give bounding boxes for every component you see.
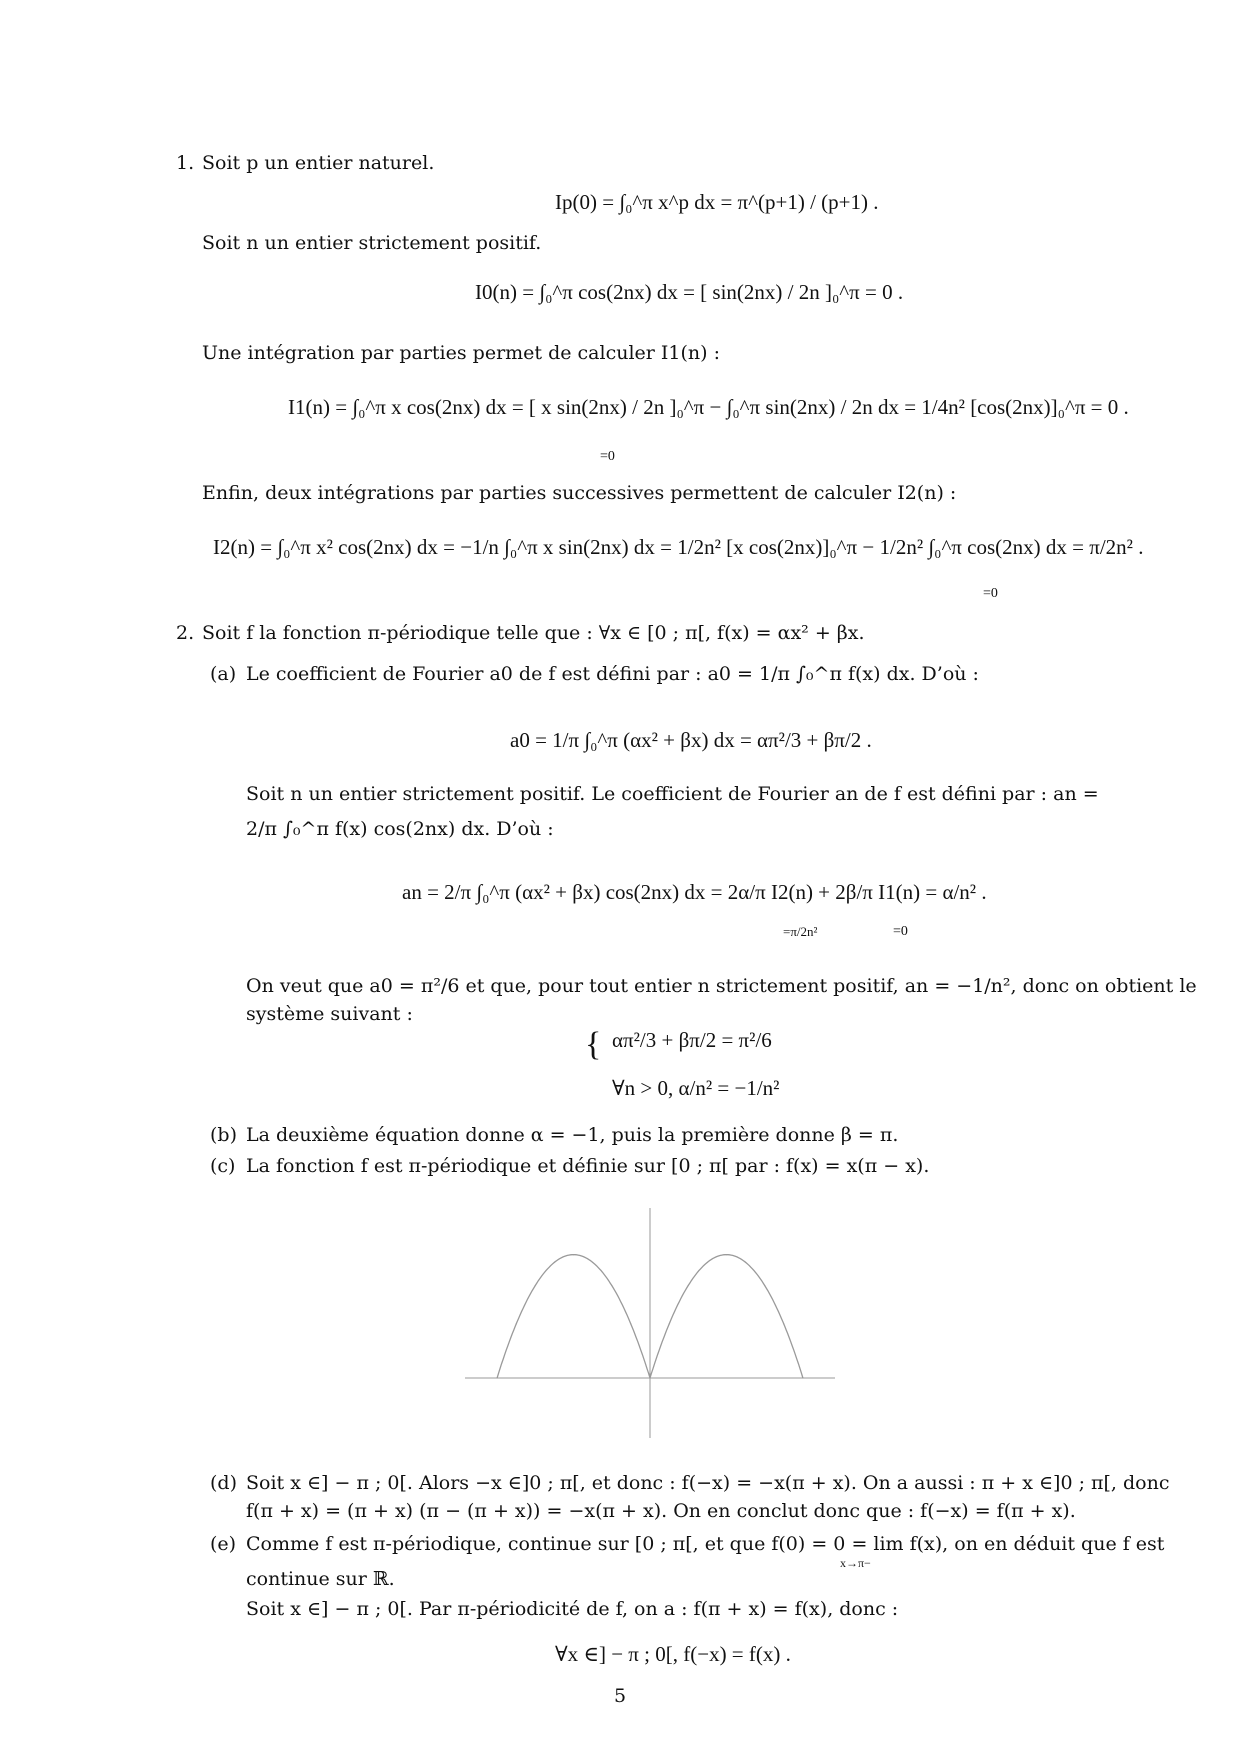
- underbrace-label: =0: [983, 586, 998, 601]
- data-point: [611, 1285, 612, 1286]
- equation: ∀n > 0, α/n² = −1/n²: [612, 1076, 780, 1100]
- sub-d-label: (d): [210, 1472, 237, 1494]
- underbrace-label: =0: [893, 924, 908, 939]
- data-point: [783, 1323, 784, 1324]
- data-point: [745, 1262, 746, 1263]
- equation: an = 2/π ∫₀^π (αx² + βx) cos(2nx) dx = 2α/π I2(n) + 2β/π I1(n) = α/n² .: [402, 880, 987, 904]
- data-point: [496, 1377, 497, 1378]
- equation: απ²/3 + βπ/2 = π²/6: [612, 1028, 772, 1052]
- sub-c-label: (c): [210, 1155, 236, 1177]
- equation: ∀x ∈] − π ; 0[, f(−x) = f(x) .: [555, 1642, 791, 1666]
- equation: a0 = 1/π ∫₀^π (αx² + βx) dx = απ²/3 + βπ/2 .: [510, 728, 872, 752]
- data-point: [554, 1262, 555, 1263]
- text-line: La fonction f est π-périodique et définie sur [0 ; π[ par : f(x) = x(π − x).: [246, 1155, 930, 1177]
- text-line: On veut que a0 = π²/6 et que, pour tout entier n strictement positif, an = −1/n², donc on obtient le: [246, 975, 1197, 997]
- text-line: Soit p un entier naturel.: [202, 152, 435, 174]
- text-line: Soit x ∈] − π ; 0[. Par π-périodicité de f, on a : f(π + x) = f(x), donc :: [246, 1598, 899, 1620]
- item-1-number: 1.: [176, 152, 195, 174]
- equation: Ip(0) = ∫₀^π x^p dx = π^(p+1) / (p+1) .: [555, 190, 879, 214]
- text-line: Soit n un entier strictement positif. Le coefficient de Fourier an de f est défini par : an =: [246, 783, 1099, 805]
- text-line: Enfin, deux intégrations par parties successives permettent de calculer I2(n) :: [202, 482, 957, 504]
- text-line: Soit x ∈] − π ; 0[. Alors −x ∈]0 ; π[, et donc : f(−x) = −x(π + x). On a aussi : π + x ∈]0 ; π[, donc: [246, 1472, 1170, 1494]
- underbrace-label: =π/2n²: [783, 924, 818, 939]
- data-point: [592, 1262, 593, 1263]
- equation: I1(n) = ∫₀^π x cos(2nx) dx = [ x sin(2nx) / 2n ]₀^π − ∫₀^π sin(2nx) / 2n dx = 1/4n² [cos(2nx)]₀^π = 0 .: [288, 395, 1129, 419]
- data-point: [535, 1285, 536, 1286]
- text-line: Soit n un entier strictement positif.: [202, 232, 542, 254]
- text-line: Comme f est π-périodique, continue sur [0 ; π[, et que f(0) = 0 = lim f(x), on en déduit que f est: [246, 1533, 1165, 1555]
- data-point: [688, 1285, 689, 1286]
- page-number: 5: [613, 1685, 627, 1707]
- sub-e-label: (e): [210, 1533, 237, 1555]
- text-line: Une intégration par parties permet de calculer I1(n) :: [202, 342, 720, 364]
- data-point: [707, 1262, 708, 1263]
- underbrace-label: =0: [600, 449, 615, 464]
- system-brace: {: [585, 1026, 602, 1063]
- equation: I0(n) = ∫₀^π cos(2nx) dx = [ sin(2nx) / 2n ]₀^π = 0 .: [475, 280, 904, 304]
- data-point: [573, 1254, 574, 1255]
- item-2-number: 2.: [176, 622, 195, 644]
- text-line: f(π + x) = (π + x) (π − (π + x)) = −x(π + x). On en conclut donc que : f(−x) = f(π + x).: [246, 1500, 1076, 1522]
- data-point: [516, 1323, 517, 1324]
- data-point: [764, 1285, 765, 1286]
- text-line: 2/π ∫₀^π f(x) cos(2nx) dx. D’où :: [246, 818, 554, 840]
- limit-subscript: x→π−: [840, 1556, 871, 1570]
- data-point: [630, 1323, 631, 1324]
- function-plot: [465, 1208, 835, 1438]
- data-point: [669, 1323, 670, 1324]
- text-line: continue sur ℝ.: [246, 1568, 395, 1590]
- text-line: La deuxième équation donne α = −1, puis la première donne β = π.: [246, 1124, 899, 1146]
- data-point: [802, 1377, 803, 1378]
- data-point: [649, 1377, 650, 1378]
- text-line: système suivant :: [246, 1003, 413, 1025]
- sub-b-label: (b): [210, 1124, 237, 1146]
- text-line: Soit f la fonction π-périodique telle que : ∀x ∈ [0 ; π[, f(x) = αx² + βx.: [202, 622, 865, 644]
- equation: I2(n) = ∫₀^π x² cos(2nx) dx = −1/n ∫₀^π x sin(2nx) dx = 1/2n² [x cos(2nx)]₀^π − 1/2n² ∫₀^π cos(2nx) dx = π/2n² .: [213, 535, 1144, 559]
- text-line: Le coefficient de Fourier a0 de f est défini par : a0 = 1/π ∫₀^π f(x) dx. D’où :: [246, 663, 979, 685]
- data-point: [726, 1254, 727, 1255]
- sub-a-label: (a): [210, 663, 237, 685]
